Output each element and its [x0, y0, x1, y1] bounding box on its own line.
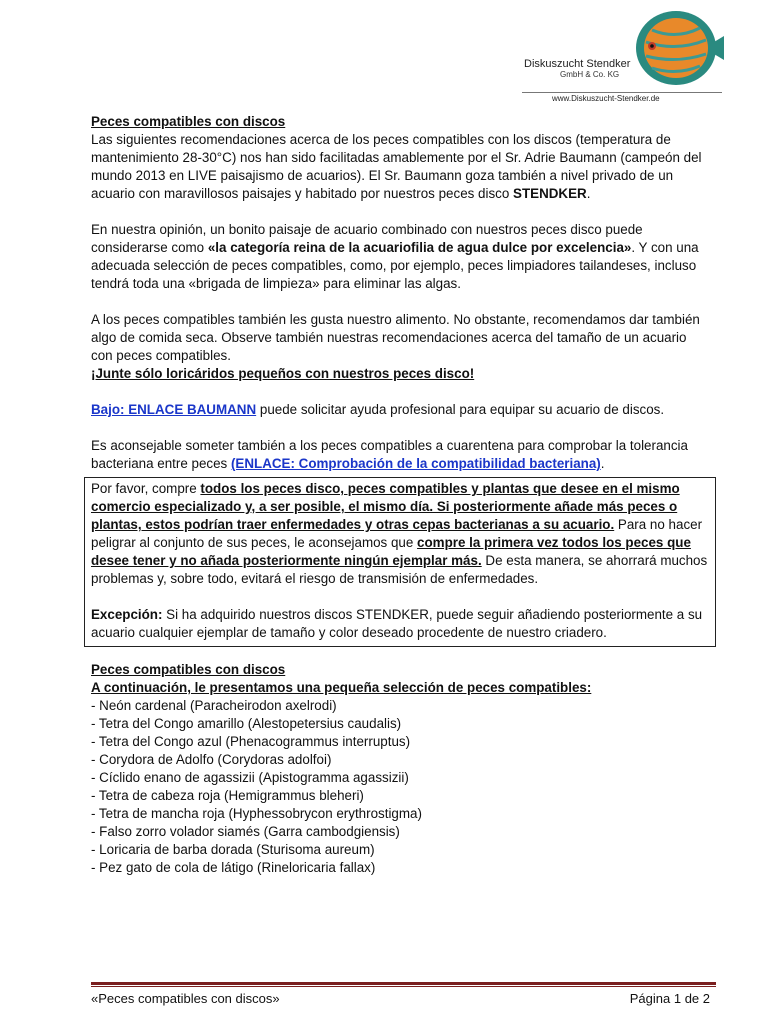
document-body: [91, 113, 711, 877]
exception-text: [91, 606, 709, 642]
logo-company-suffix: GmbH & Co. KG: [560, 70, 620, 79]
list-item: - Tetra de mancha roja (Hyphessobrycon erythrostigma): [91, 806, 422, 821]
section-heading-list: Peces compatibles con discos: [91, 662, 286, 677]
paragraph-intro: [91, 131, 711, 203]
discus-fish-icon: [630, 6, 726, 88]
page-number: Página 1 de 2: [629, 991, 710, 1006]
paragraph-quarantine-text: Es aconsejable someter también a los peces compatibles a cuarentena para comprobar la tolerancia bacteriana entre peces: [91, 438, 688, 471]
company-logo: [520, 6, 730, 106]
brand-name: STENDKER: [513, 186, 587, 201]
list-item: - Neón cardenal (Paracheirodon axelrodi): [91, 698, 337, 713]
purchase-advice-box: [84, 477, 716, 647]
paragraph-opinion-highlight: «la categoría reina de la acuariofilia de agua dulce por excelencia»: [207, 240, 632, 255]
footer-rule-thin: [91, 986, 716, 987]
advice-c: Para no hacer peligrar al conjunto de sus peces, le aconsejamos que: [91, 517, 703, 550]
baumann-link[interactable]: Bajo: ENLACE BAUMANN: [91, 402, 257, 417]
paragraph-baumann: [91, 401, 711, 419]
paragraph-opinion-a: En nuestra opinión, un bonito paisaje de acuario combinado con nuestros peces disco puede considerarse como: [91, 222, 643, 255]
logo-url: www.Diskuszucht-Stendker.de: [552, 94, 660, 103]
list-item: - Tetra del Congo amarillo (Alestopetersius caudalis): [91, 716, 402, 731]
paragraph-intro-text: Las siguientes recomendaciones acerca de los peces compatibles con los discos (temperatura de mantenimiento 28-30°C) nos han sido facilitadas amablemente por el Sr. Adrie Baumann (campeón del mundo 2013 en LIVE paisajismo de acuarios). El Sr. Baumann goza también a nivel privado de un acuario con maravillosos paisajes y habitado por nuestros peces disco: [91, 132, 702, 201]
list-item: - Loricaria de barba dorada (Sturisoma aureum): [91, 842, 375, 857]
paragraph-opinion-b: . Y con una adecuada selección de peces compatibles, como, por ejemplo, peces limpiadores tailandeses, incluso tendrá toda una «brigada de limpieza» para eliminar las algas.: [91, 240, 699, 291]
paragraph-baumann-text: puede solicitar ayuda profesional para equipar su acuario de discos.: [256, 402, 665, 417]
advice-e: De esta manera, se ahorrará muchos problemas y, sobre todo, evitará el riesgo de transmisión de enfermedades.: [91, 553, 708, 586]
list-item: - Tetra del Congo azul (Phenacogrammus interruptus): [91, 734, 411, 749]
advice-b: todos los peces disco, peces compatibles y plantas que desee en el mismo comercio especializado y, a ser posible, el mismo día. Si posteriormente añade más peces o plantas, estos podrían traer enfermedades y otras cepas bacterianas a su acuario.: [91, 481, 680, 532]
paragraph-food: A los peces compatibles también les gusta nuestro alimento. No obstante, recomendamos dar también algo de comida seca. Observe también nuestras recomendaciones acerca del tamaño de un acuario con peces compatibles.: [91, 312, 700, 363]
list-item: - Cíclido enano de agassizii (Apistogramma agassizii): [91, 770, 409, 785]
paragraph-quarantine: [91, 437, 711, 473]
exception-label: Excepción:: [91, 607, 163, 622]
list-intro: A continuación, le presentamos una pequeña selección de peces compatibles:: [91, 680, 592, 695]
paragraph-opinion: [91, 221, 711, 293]
footer-rule-thick: [91, 982, 716, 985]
fish-list: [91, 697, 711, 877]
advice-d: compre la primera vez todos los peces que desee tener y no añada posteriormente ningún ejemplar más.: [91, 535, 691, 568]
list-item: - Falso zorro volador siamés (Garra cambodgiensis): [91, 824, 400, 839]
logo-company-name: Diskuszucht Stendker: [524, 58, 631, 70]
section-heading-intro: Peces compatibles con discos: [91, 114, 286, 129]
loricaria-warning: ¡Junte sólo loricáridos pequeños con nuestros peces disco!: [91, 366, 475, 381]
purchase-advice-text: [91, 480, 709, 588]
logo-divider: [522, 92, 722, 93]
footer-title: «Peces compatibles con discos»: [91, 991, 280, 1006]
list-item: - Corydora de Adolfo (Corydoras adolfoi): [91, 752, 332, 767]
bacterial-compatibility-link[interactable]: (ENLACE: Comprobación de la compatibilidad bacteriana): [230, 456, 601, 471]
exception-body: Si ha adquirido nuestros discos STENDKER, puede seguir añadiendo posteriormente a su acuario cualquier ejemplar de tamaño y color deseado procedente de nuestro criadero.: [91, 607, 703, 640]
advice-a: Por favor, compre: [91, 481, 201, 496]
list-item: - Pez gato de cola de látigo (Rineloricaria fallax): [91, 860, 376, 875]
list-item: - Tetra de cabeza roja (Hemigrammus bleheri): [91, 788, 364, 803]
paragraph-quarantine-end: .: [600, 456, 605, 471]
paragraph-intro-end: .: [586, 186, 591, 201]
